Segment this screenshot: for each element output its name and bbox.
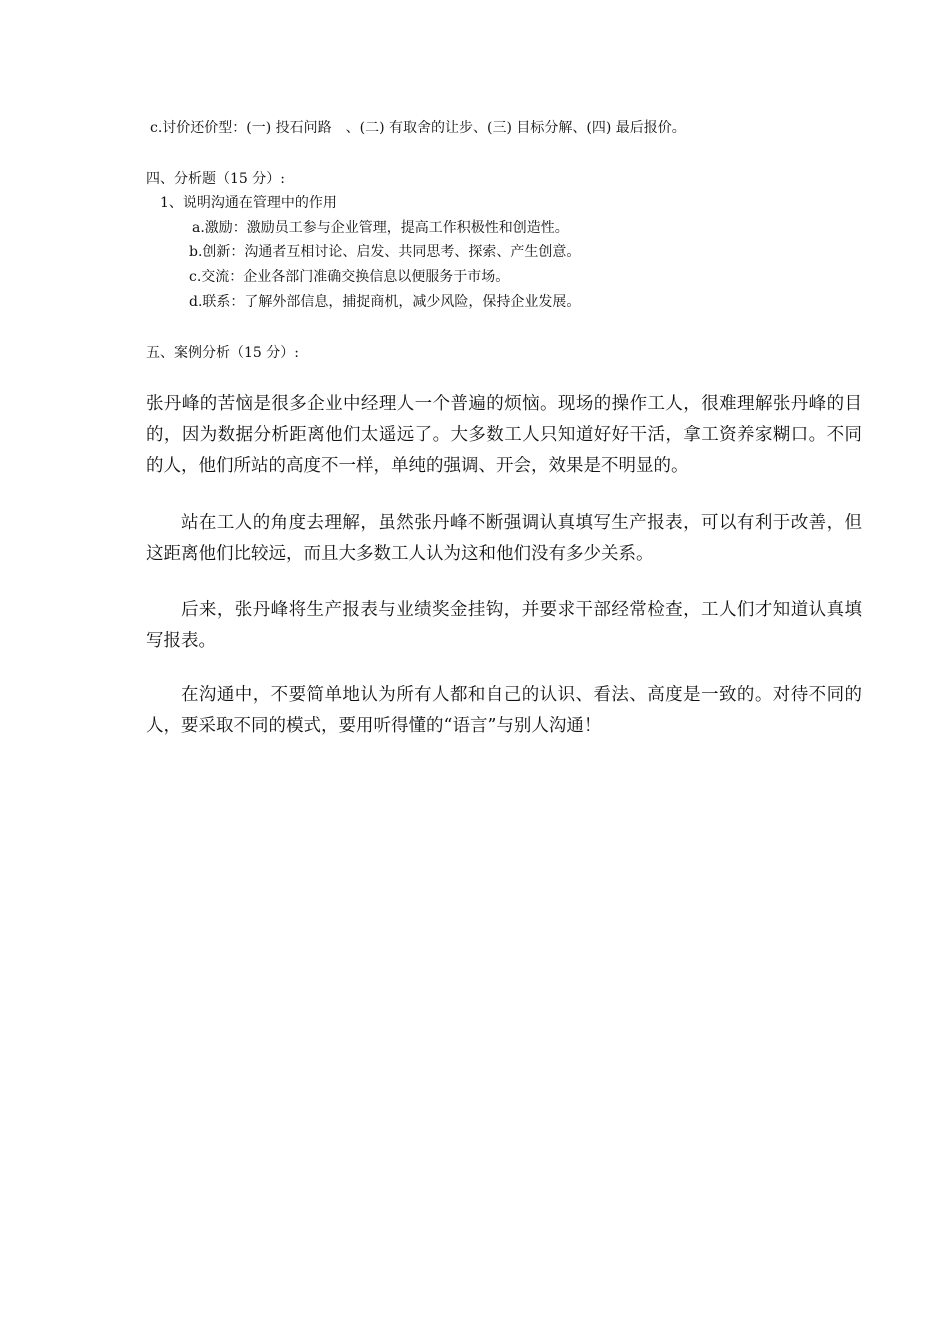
case-paragraph-3: 后来，张丹峰将生产报表与业绩奖金挂钩，并要求干部经常检查，工人们才知道认真填写报表。 [146,600,862,651]
negotiation-type-c-line: c.讨价还价型：(一) 投石问路 、(二) 有取舍的让步、(三) 目标分解、(四) 最后报价。 [150,120,686,136]
analysis-question: 1、说明沟通在管理中的作用 [160,195,337,211]
case-paragraph-4: 在沟通中，不要简单地认为所有人都和自己的认识、看法、高度是一致的。对待不同的人，要采取不同的模式，要用听得懂的“语言”与别人沟通！ [146,685,862,736]
analysis-item-c: c.交流：企业各部门准确交换信息以便服务于市场。 [189,269,510,285]
analysis-item-d: d.联系：了解外部信息，捕捉商机，减少风险，保持企业发展。 [189,294,581,310]
section-five-heading: 五、案例分析（15 分）: [146,345,299,361]
section-four-heading: 四、分析题（15 分）: [146,171,285,187]
case-paragraph-1: 张丹峰的苦恼是很多企业中经理人一个普遍的烦恼。现场的操作工人，很难理解张丹峰的目的，因为数据分析距离他们太遥远了。大多数工人只知道好好干活，拿工资养家糊口。不同的人，他们所站的高度不一样，单纯的强调、开会，效果是不明显的。 [146,394,862,476]
analysis-item-a: a.激励：激励员工参与企业管理，提高工作积极性和创造性。 [192,220,569,236]
analysis-item-b: b.创新：沟通者互相讨论、启发、共同思考、探索、产生创意。 [189,244,581,260]
case-paragraph-2: 站在工人的角度去理解，虽然张丹峰不断强调认真填写生产报表，可以有利于改善，但这距离他们比较远，而且大多数工人认为这和他们没有多少关系。 [146,513,862,564]
